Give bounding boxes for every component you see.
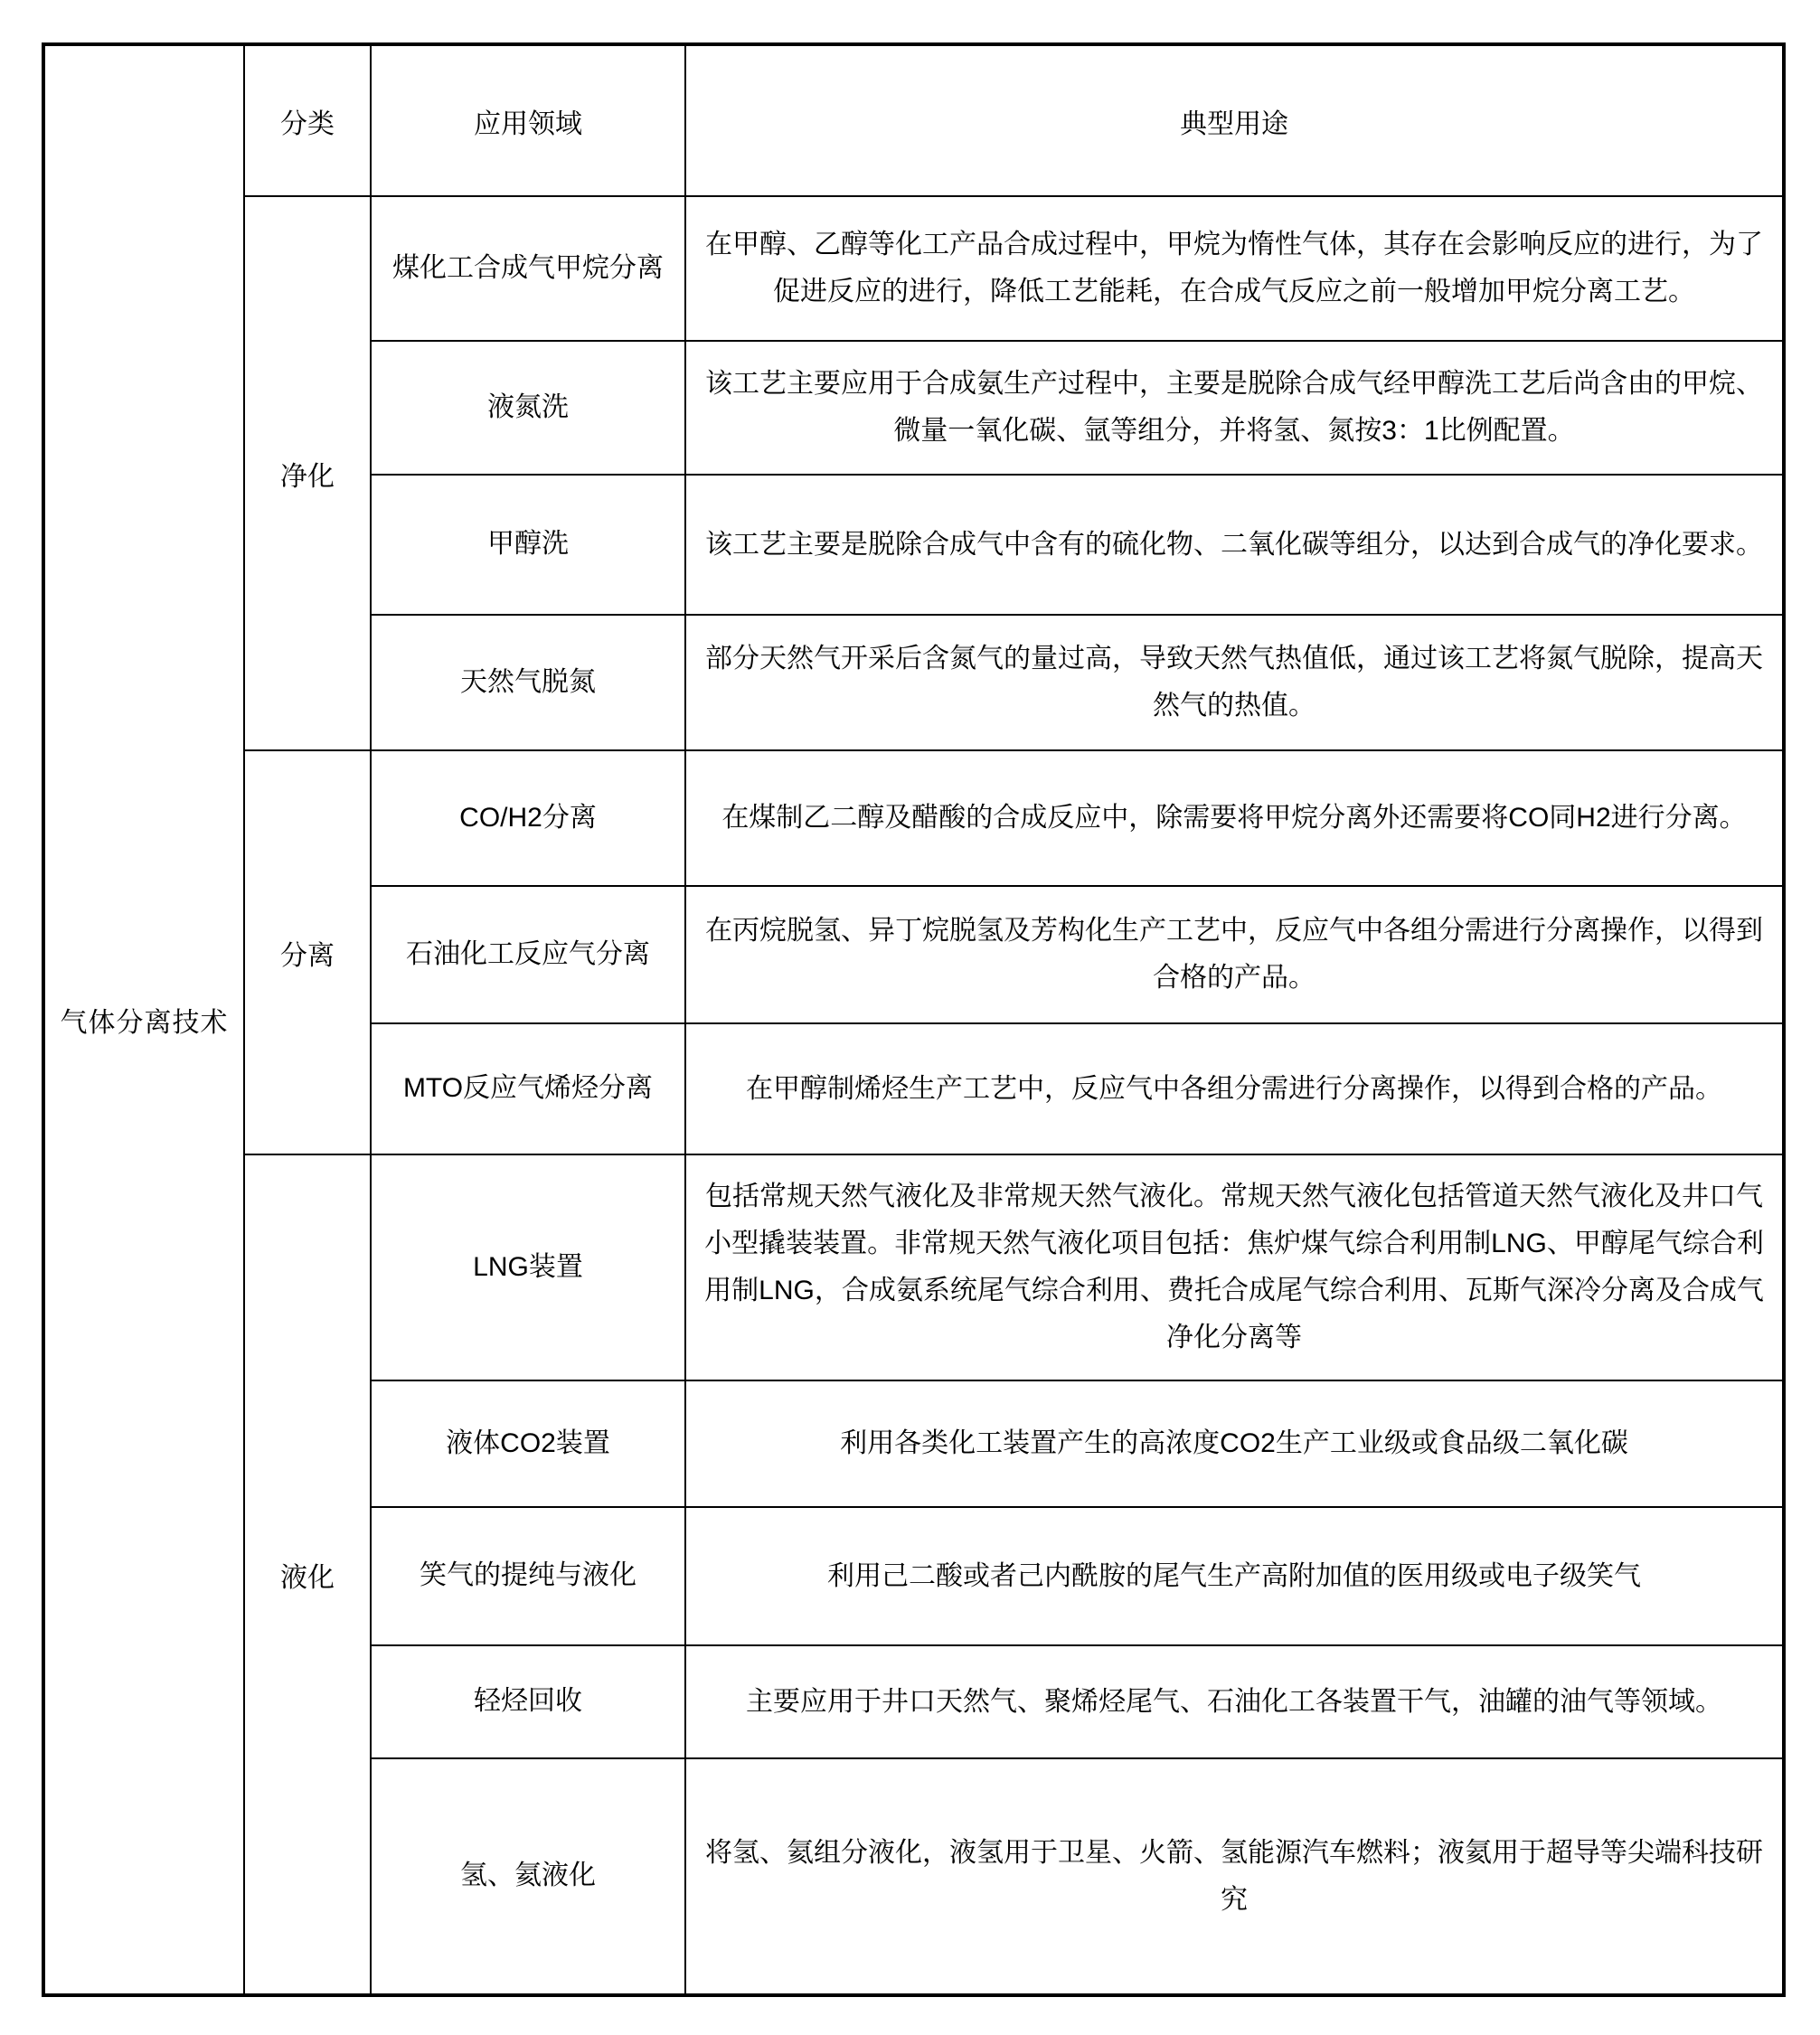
usage-natural-gas-denitrogenation: 部分天然气开采后含氮气的量过高，导致天然气热值低，通过该工艺将氮气脱除，提高天然气的热值。 xyxy=(685,615,1784,750)
field-liquid-nitrogen-wash: 液氮洗 xyxy=(371,341,685,475)
table-row xyxy=(43,750,1784,886)
header-application-field: 应用领域 xyxy=(371,44,685,196)
header-category: 分类 xyxy=(244,44,371,196)
header-typical-usage: 典型用途 xyxy=(685,44,1784,196)
usage-hydrogen-helium-liquefaction: 将氢、氦组分液化，液氢用于卫星、火箭、氢能源汽车燃料；液氦用于超导等尖端科技研究 xyxy=(685,1758,1784,1995)
field-methanol-wash: 甲醇洗 xyxy=(371,475,685,615)
usage-lng-plant: 包括常规天然气液化及非常规天然气液化。常规天然气液化包括管道天然气液化及井口气小型撬装装置。非常规天然气液化项目包括：焦炉煤气综合利用制LNG、甲醇尾气综合利用制LNG，合成氨系统尾气综合利用、费托合成尾气综合利用、瓦斯气深冷分离及合成气净化分离等 xyxy=(685,1154,1784,1380)
usage-nitrous-oxide-purification-liquefaction: 利用己二酸或者己内酰胺的尾气生产高附加值的医用级或电子级笑气 xyxy=(685,1507,1784,1645)
field-lng-plant: LNG装置 xyxy=(371,1154,685,1380)
usage-methanol-wash: 该工艺主要是脱除合成气中含有的硫化物、二氧化碳等组分，以达到合成气的净化要求。 xyxy=(685,475,1784,615)
field-coal-syngas-methane-separation: 煤化工合成气甲烷分离 xyxy=(371,196,685,341)
table-row xyxy=(43,196,1784,341)
field-liquid-co2-plant: 液体CO2装置 xyxy=(371,1380,685,1507)
usage-coal-syngas-methane-separation: 在甲醇、乙醇等化工产品合成过程中，甲烷为惰性气体，其存在会影响反应的进行，为了促进反应的进行，降低工艺能耗，在合成气反应之前一般增加甲烷分离工艺。 xyxy=(685,196,1784,341)
usage-light-hydrocarbon-recovery: 主要应用于井口天然气、聚烯烃尾气、石油化工各装置干气，油罐的油气等领域。 xyxy=(685,1645,1784,1758)
group-purification: 净化 xyxy=(244,196,371,750)
field-hydrogen-helium-liquefaction: 氢、氦液化 xyxy=(371,1758,685,1995)
table-row xyxy=(43,1154,1784,1380)
group-separation: 分离 xyxy=(244,750,371,1154)
root-technology-cell: 气体分离技术 xyxy=(43,44,244,1995)
usage-petrochemical-reaction-gas-separation: 在丙烷脱氢、异丁烷脱氢及芳构化生产工艺中，反应气中各组分需进行分离操作，以得到合格的产品。 xyxy=(685,886,1784,1023)
gas-separation-table-container xyxy=(42,42,1786,1997)
field-co-h2-separation: CO/H2分离 xyxy=(371,750,685,886)
field-light-hydrocarbon-recovery: 轻烃回收 xyxy=(371,1645,685,1758)
field-natural-gas-denitrogenation: 天然气脱氮 xyxy=(371,615,685,750)
field-nitrous-oxide-purification-liquefaction: 笑气的提纯与液化 xyxy=(371,1507,685,1645)
usage-mto-olefin-separation: 在甲醇制烯烃生产工艺中，反应气中各组分需进行分离操作，以得到合格的产品。 xyxy=(685,1023,1784,1154)
field-petrochemical-reaction-gas-separation: 石油化工反应气分离 xyxy=(371,886,685,1023)
gas-separation-table xyxy=(42,42,1786,1997)
field-mto-olefin-separation: MTO反应气烯烃分离 xyxy=(371,1023,685,1154)
header-row xyxy=(43,44,1784,196)
usage-liquid-nitrogen-wash: 该工艺主要应用于合成氨生产过程中，主要是脱除合成气经甲醇洗工艺后尚含由的甲烷、微量一氧化碳、氩等组分，并将氢、氮按3：1比例配置。 xyxy=(685,341,1784,475)
usage-co-h2-separation: 在煤制乙二醇及醋酸的合成反应中，除需要将甲烷分离外还需要将CO同H2进行分离。 xyxy=(685,750,1784,886)
usage-liquid-co2-plant: 利用各类化工装置产生的高浓度CO2生产工业级或食品级二氧化碳 xyxy=(685,1380,1784,1507)
group-liquefaction: 液化 xyxy=(244,1154,371,1995)
